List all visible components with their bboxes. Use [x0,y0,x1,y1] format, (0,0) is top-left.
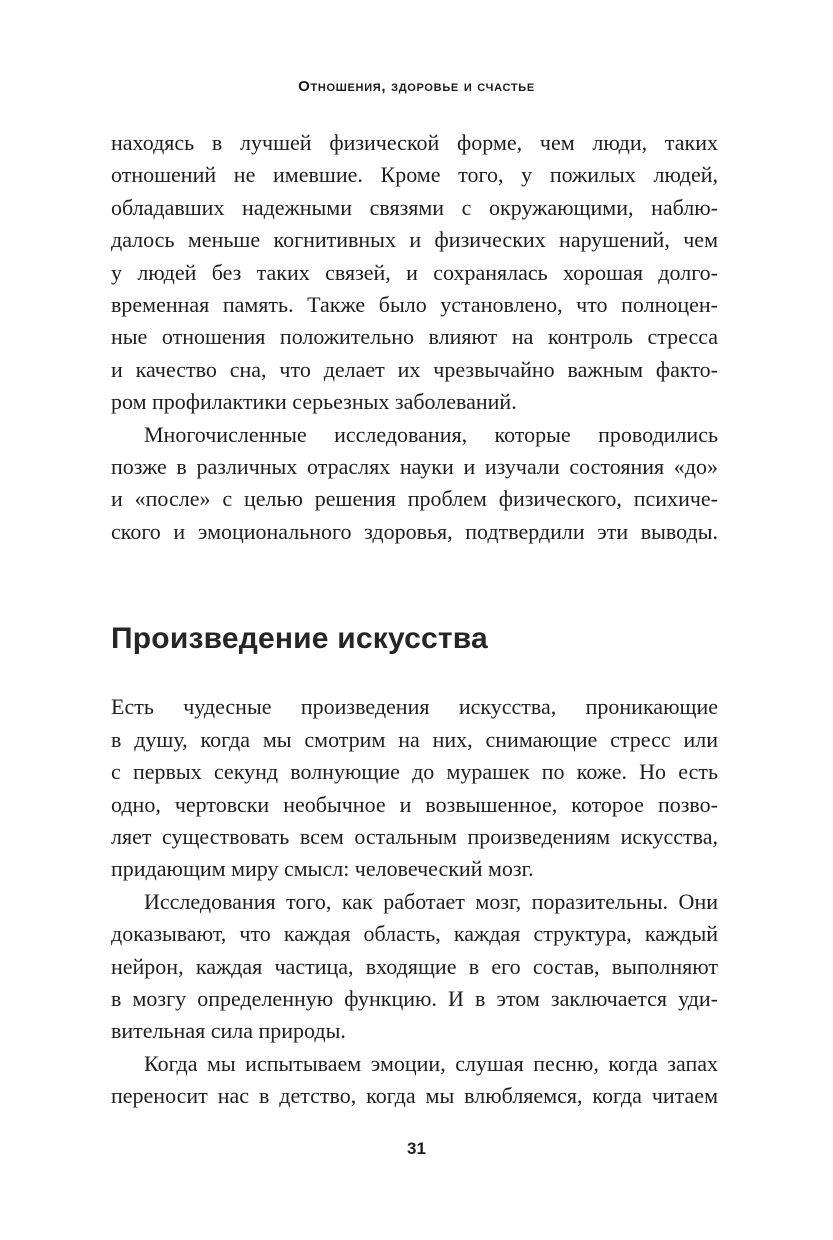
paragraph [111,127,718,419]
paragraph-line: с первых секунд волнующие до мурашек по коже. Но есть [111,759,718,785]
paragraph-line: Исследования того, как работает мозг, поразительны. Они [144,888,718,914]
paragraph-line: одно, чертовски необычное и возвышенное, которое позво- [111,791,718,817]
paragraph-line: ром профилактики серьезных заболеваний. [111,389,517,415]
paragraph-line: доказывают, что каждая область, каждая структура, каждый [111,921,718,947]
section-heading: Произведение искусства [111,622,488,656]
paragraph-line: Есть чудесные произведения искусства, проникающие [111,694,718,720]
paragraph-line: находясь в лучшей физической форме, чем люди, таких [111,130,718,155]
paragraph [111,419,718,549]
paragraph-line: временная память. Также было установлено, что полноцен- [111,292,718,318]
paragraph-line: позже в различных отраслях науки и изучали состояния «до» [111,454,718,480]
paragraph-line: и качество сна, что делает их чрезвычайно важным факто- [111,356,718,382]
page-number: 31 [407,1139,426,1158]
page-body [111,127,718,1113]
running-header: Отношения, здоровье и счастье [298,78,535,95]
paragraph [111,886,718,1048]
paragraph-line: в душу, когда мы смотрим на них, снимающие стресс или [111,726,718,752]
paragraph-line: переносит нас в детство, когда мы влюбляемся, когда читаем [111,1083,718,1109]
paragraph-line: ные отношения положительно влияют на контроль стресса [111,324,718,350]
paragraph-line: отношений не имевшие. Кроме того, у пожилых людей, [111,162,718,188]
paragraph-line: вительная сила природы. [111,1018,346,1044]
paragraph-line: нейрон, каждая частица, входящие в его состав, выполняют [111,953,718,979]
paragraph-line: и «после» с целью решения проблем физического, психиче- [111,486,718,512]
paragraph-line: ского и эмоционального здоровья, подтвердили эти выводы. [111,518,718,544]
paragraph-line: далось меньше когнитивных и физических нарушений, чем [111,227,718,253]
paragraph-line: у людей без таких связей, и сохранялась хорошая долго- [111,259,718,285]
paragraph-line: придающим миру смысл: человеческий мозг. [111,856,534,882]
paragraph-line: в мозгу определенную функцию. И в этом заключается уди- [111,985,718,1011]
paragraph-line: Когда мы испытываем эмоции, слушая песню, когда запах [144,1050,718,1076]
paragraph-line: обладавших надежными связями с окружающими, наблю- [111,194,718,220]
paragraph [111,1048,718,1113]
paragraph-line: ляет существовать всем остальным произведениям искусства, [111,823,718,849]
paragraph-line: Многочисленные исследования, которые проводились [144,421,718,447]
paragraph [111,691,718,885]
